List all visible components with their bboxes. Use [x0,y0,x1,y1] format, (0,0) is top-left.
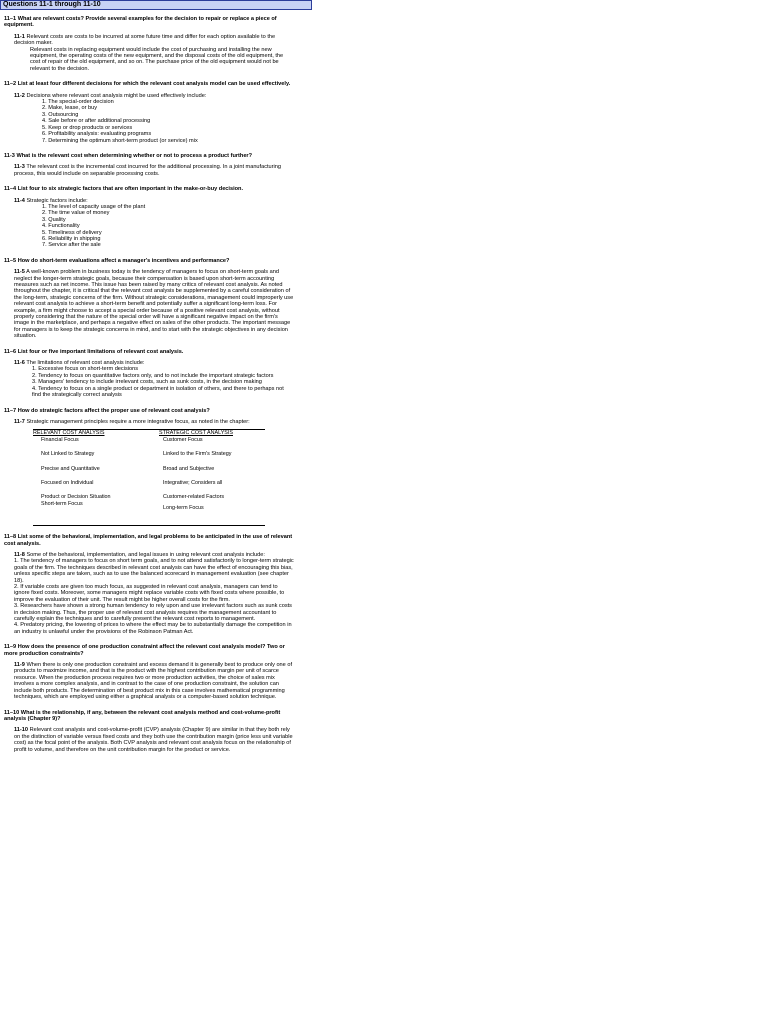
table-cell: Linked to the Firm's Strategy [163,451,232,458]
table-header-row [33,430,265,437]
question-11-6: 11–6 List four or five important limitations of relevant cost analysis. [4,348,184,355]
question-11-10: 11–10 What is the relationship, if any, between the relevant cost analysis method and cost-volume-profit analysis (Chapter 9)? [4,709,281,722]
table-header-strategic: STRATEGIC COST ANALYSIS [159,430,265,437]
answer-text: The relevant cost is the incremental cost incurred for the additional processing. In a joint manufacturing process, this would include on separable processing costs. [14,164,281,177]
list-item: 3. Researchers have shown a strong human tendency to rely upon and use irrelevant factors such as sunk costs in decision making. Thus, the proper use of relevant cost analysis requires the management accountant to carefully explain the techniques and to carefully present the relevant cost reports to management. [14,603,292,623]
list-item: 4. Sale before or after additional processing [42,118,151,125]
answer-label: 11-6 [14,360,25,367]
answer-text: A well-known problem in business today is the tendency of managers to focus on short-term goals and neglect the longer-term strategic goals, because their compensation is based upon short-term accounting measures such as net income. This issue has been raised by many critics of relevant cost analysis. As noted throughout the chapter, it is critical that the relevant cost analysis be supplemented by a careful consideration of the long-term, strategic concerns of the firm. Without strategic considerations, management could improperly use relevant cost analysis to achieve a short-term benefit and potentially suffer a significant long-term loss. For example, a firm might choose to accept a special order because of a positive relevant cost analysis, without properly considering that the nature of the special order will have a significant negative impact on the firm's image in the marketplace, and perhaps a negative effect on sales of the other products. The important message for managers is to keep the strategic concerns in mind, and to start with the strategic objectives in any decision situation. [14,269,294,340]
list-item: 7. Service after the sale [42,242,101,249]
question-11-7: 11–7 How do strategic factors affect the proper use of relevant cost analysis? [4,407,210,414]
list-item: 1. Excessive focus on short-term decisions [32,366,139,373]
answer-label: 11-10 [14,727,28,734]
table-row [33,476,265,490]
table-row [33,462,265,476]
table-cell: Focused on Individual [41,479,94,486]
answer-list [14,204,294,249]
document-header-title: Questions 11-1 through 11-10 [3,1,101,8]
document-header-bar [0,0,312,10]
question-11-8: 11–8 List some of the behavioral, implementation, and legal problems to be anticipated in the use of relevant cost analysis. [4,534,293,547]
answer-label: 11-2 [14,92,25,99]
table-cell: Customer-related Factors [163,494,225,501]
answer-text: Relevant cost analysis and cost-volume-profit (CVP) analysis (Chapter 9) are similar in that they both rely on the distinction of variable versus fixed costs and they both use the contribution margin (price less unit variable cost) as the focal point of the analysis. Both CVP analysis and relevant cost analysis focus on the relationship of profit to volume, and therefore on the unit contribution margin for the product or service. [14,727,293,753]
table-cell: Financial Focus [41,436,79,443]
table-cell: Long-term Focus [159,501,265,526]
answer-text: Relevant costs in replacing equipment would include the cost of purchasing and installing the new equipment, the operating costs of the new equipment, and the disposal costs of the old equipment, the cost of repair of the old equipment, and so on. The purchase price of the old equipment would not be relevant to the decision. [30,46,284,72]
list-item: 6. Profitability analysis: evaluating programs [42,131,152,138]
list-item: 1. The special-order decision [42,99,114,106]
question-11-3: 11-3 What is the relevant cost when determining whether or not to process a product further? [4,152,253,159]
table-row [33,501,265,526]
answer-11-8 [4,552,294,635]
table-header-relevant: RELEVANT COST ANALYSIS [33,430,159,437]
list-item: 2. If variable costs are given too much focus, as suggested in relevant cost analysis, managers can tend to ignore fixed costs. Moreover, some managers might replace variable costs with fixed costs where possible, to improve the evaluation of their unit. The result might be higher overall costs for the firm. [14,584,285,603]
answer-list [14,99,294,144]
table-cell: Broad and Subjective [163,465,215,472]
answer-text: Strategic management principles require a more integrative focus, as noted in the chapter: [26,418,250,425]
answer-text: Strategic factors include: [26,197,88,204]
document-body [4,16,294,762]
table-cell: Customer Focus [163,436,203,443]
table-row [33,447,265,461]
answer-11-9 [4,662,294,700]
list-item: 1. The tendency of managers to focus on short term goals, and to not attend satisfactorily to longer-term strategic goals of the firm. The techniques described in relevant cost analysis can have the effect of encouraging this bias, unless specific steps are taken, such as to use the balanced scorecard in management evaluation (see chapter 18). [14,558,294,584]
list-item: 1. The level of capacity usage of the plant [42,203,146,210]
answer-text: When there is only one production constraint and excess demand it is generally best to produce only one of products to maximize income, and that is the product with the highest contribution margin per unit of scarce resource. When the production process requires two or more production activities, the choice of sales mix involves a more complex analysis, and in contrast to the case of one production constraint, the solution can include both products. The determination of best product mix in this case involves mathematical programming techniques, which are employed using either a graphical analysis or a computer-based solution technique. [14,662,293,701]
list-item: 3. Managers' tendency to include irrelevant costs, such as sunk costs, in the decision making [32,379,262,386]
table-row [33,437,265,447]
question-11-5: 11–5 How do short-term evaluations affect a manager's incentives and performance? [4,257,230,264]
list-item: 3. Outsourcing [42,111,79,118]
list-item: 5. Timeliness of delivery [42,229,102,236]
answer-label: 11-5 [14,269,25,276]
answer-11-7 [4,419,294,425]
answer-label: 11-8 [14,551,25,558]
list-item: 4. Predatory pricing, the lowering of prices to where the effect may be to substantially damage the competition in an industry is unlawful under the provisions of the Robinson Patman Act. [14,622,292,635]
table-cell: Precise and Quantitative [41,465,100,472]
answer-11-10 [4,727,294,753]
list-item: 4. Functionality [42,223,80,230]
answer-list [14,366,294,398]
answer-11-4 [4,198,294,249]
list-item: 5. Keep or drop products or services [42,124,133,131]
list-item: 6. Reliability in shipping [42,235,101,242]
answer-text: The limitations of relevant cost analysis include: [26,360,145,367]
answer-11-6 [4,360,294,398]
list-item: 3. Quality [42,216,66,223]
table-cell: Short-term Focus [33,501,159,526]
question-11-4: 11–4 List four to six strategic factors that are often important in the make-or-buy decision. [4,186,244,193]
question-11-1: 11–1 What are relevant costs? Provide several examples for the decision to repair or replace a piece of equipment. [4,16,277,29]
answer-11-2 [4,93,294,144]
answer-11-3 [4,164,294,177]
answer-text: Decisions where relevant cost analysis might be used effectively include: [26,92,207,99]
list-item: 7. Determining the optimum short-term product (or service) mix [42,137,198,144]
question-11-9: 11–9 How does the presence of one production constraint affect the relevant cost analysis model? Two or more production constraints? [4,644,285,657]
answer-label: 11-9 [14,662,25,669]
answer-text: Some of the behavioral, implementation, and legal issues in using relevant cost analysis include: [26,551,265,558]
answer-text: Relevant costs are costs to be incurred at some future time and differ for each option available to the decision maker. [14,33,276,47]
answer-11-1 [4,34,294,72]
answer-label: 11-7 [14,418,25,425]
answer-label: 11-3 [14,164,25,171]
comparison-table [33,429,265,526]
answer-label: 11-4 [14,197,25,204]
list-item: 2. The time value of money [42,210,110,217]
table-cell: Integrative; Considers all [163,479,223,486]
list-item: 2. Make, lease, or buy [42,105,98,112]
table-cell: Product or Decision Situation [41,494,111,501]
answer-label: 11-1 [14,33,25,40]
table-cell: Not Linked to Strategy [41,451,95,458]
list-item: 4. Tendency to focus on a single product or department in isolation of others, and there to perhaps not find the strategically correct analysis [32,385,284,399]
list-item: 2. Tendency to focus on quantitative factors only, and to not include the important strategic factors [32,372,274,379]
question-11-2: 11–2 List at least four different decisions for which the relevant cost analysis model can be used effectively. [4,81,291,88]
table-row [33,490,265,500]
answer-11-5 [4,269,294,339]
